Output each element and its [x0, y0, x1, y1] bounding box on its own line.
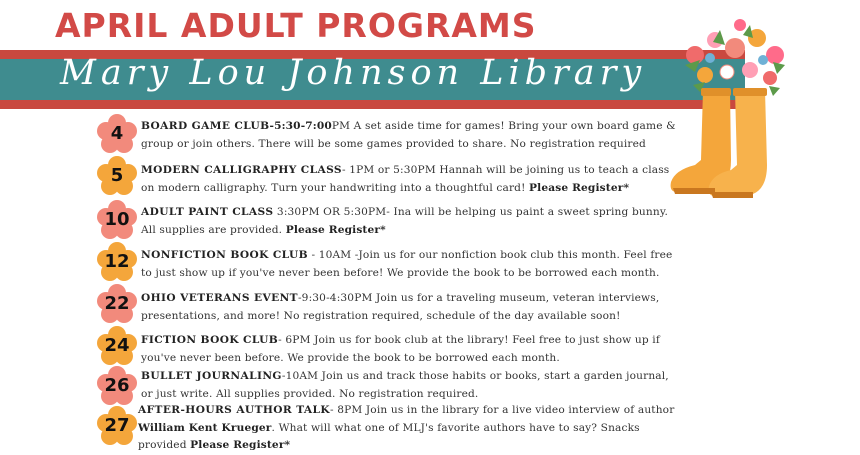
event-date: 10 [104, 209, 130, 230]
event-details: - 1PM or 5:30PM Hannah will be joining us to teach a class on modern calligraphy. Turn your handwriting into a thoughtful card! [141, 164, 670, 194]
event-name: NONFICTION BOOK CLUB [141, 249, 308, 261]
flower-boots-illustration [665, 10, 805, 210]
event-description [141, 290, 681, 325]
event-description [141, 332, 681, 367]
event-name: MODERN CALLIGRAPHY CLASS [141, 164, 342, 176]
author-name: William Kent Krueger [138, 421, 272, 434]
flower-badge [97, 406, 137, 446]
event-description [141, 118, 681, 153]
event-name: BOARD GAME CLUB [141, 120, 270, 132]
event-date: 5 [110, 165, 124, 186]
flower-bouquet [685, 19, 785, 96]
event-name: ADULT PAINT CLASS [141, 206, 274, 218]
event-name: FICTION BOOK CLUB [141, 334, 279, 346]
event-date: 12 [104, 251, 130, 272]
event-details: PM A set aside time for games! Bring your own board game & group or join others. There will be some games provided to share. No registration required [141, 120, 676, 150]
flower-badge [97, 366, 137, 406]
event-date: 22 [104, 293, 130, 314]
event-details: - 6PM Join us for book club at the library! Feel free to just show up if you've never been before. We provide the book to be borrowed each month. [141, 334, 660, 364]
event-details-continued: . What will what one of MLJ's favorite authors have to say? Snacks provided [138, 421, 640, 451]
event-description [141, 247, 681, 282]
rain-boots [671, 88, 767, 198]
flower-badge [97, 284, 137, 324]
flower-badge [97, 156, 137, 196]
event-time: -5:30-7:00 [269, 120, 332, 132]
register-note: Please Register* [190, 439, 291, 451]
event-details: - 10AM -Join us for our nonfiction book club this month. Feel free to just show up if you've never been before! We provide the book to be borrowed each month. [141, 249, 673, 279]
event-name: BULLET JOURNALING [141, 370, 282, 382]
event-date: 26 [104, 375, 130, 396]
event-name: AFTER-HOURS AUTHOR TALK [138, 404, 330, 416]
flower-badge [97, 200, 137, 240]
flower-badge [97, 114, 137, 154]
event-date: 4 [110, 123, 124, 144]
event-details: - 8PM Join us in the library for a live video interview of author [329, 404, 675, 416]
register-note: Please Register* [529, 181, 630, 194]
page-title: APRIL ADULT PROGRAMS [55, 6, 537, 45]
event-details: -9:30-4:30PM Join us for a traveling museum, veteran interviews, presentations, and more! No registration required, schedule of the day available soon! [141, 292, 660, 322]
event-description [141, 368, 681, 403]
event-name: OHIO VETERANS EVENT [141, 292, 298, 304]
event-description [141, 162, 681, 197]
register-note: Please Register* [285, 223, 386, 236]
event-details: 3:30PM OR 5:30PM- Ina will be helping us paint a sweet spring bunny. All supplies are provided. [141, 206, 669, 236]
event-description [141, 204, 681, 239]
header-band-bottom [0, 100, 745, 109]
event-description [138, 402, 683, 455]
event-date: 27 [104, 415, 130, 436]
event-date: 24 [104, 335, 130, 356]
event-details: -10AM Join us and track those habits or books, start a garden journal, or just write. All supplies provided. No registration required. [141, 370, 669, 400]
library-name: Mary Lou Johnson Library [60, 53, 647, 93]
flower-badge [97, 242, 137, 282]
flower-badge [97, 326, 137, 366]
